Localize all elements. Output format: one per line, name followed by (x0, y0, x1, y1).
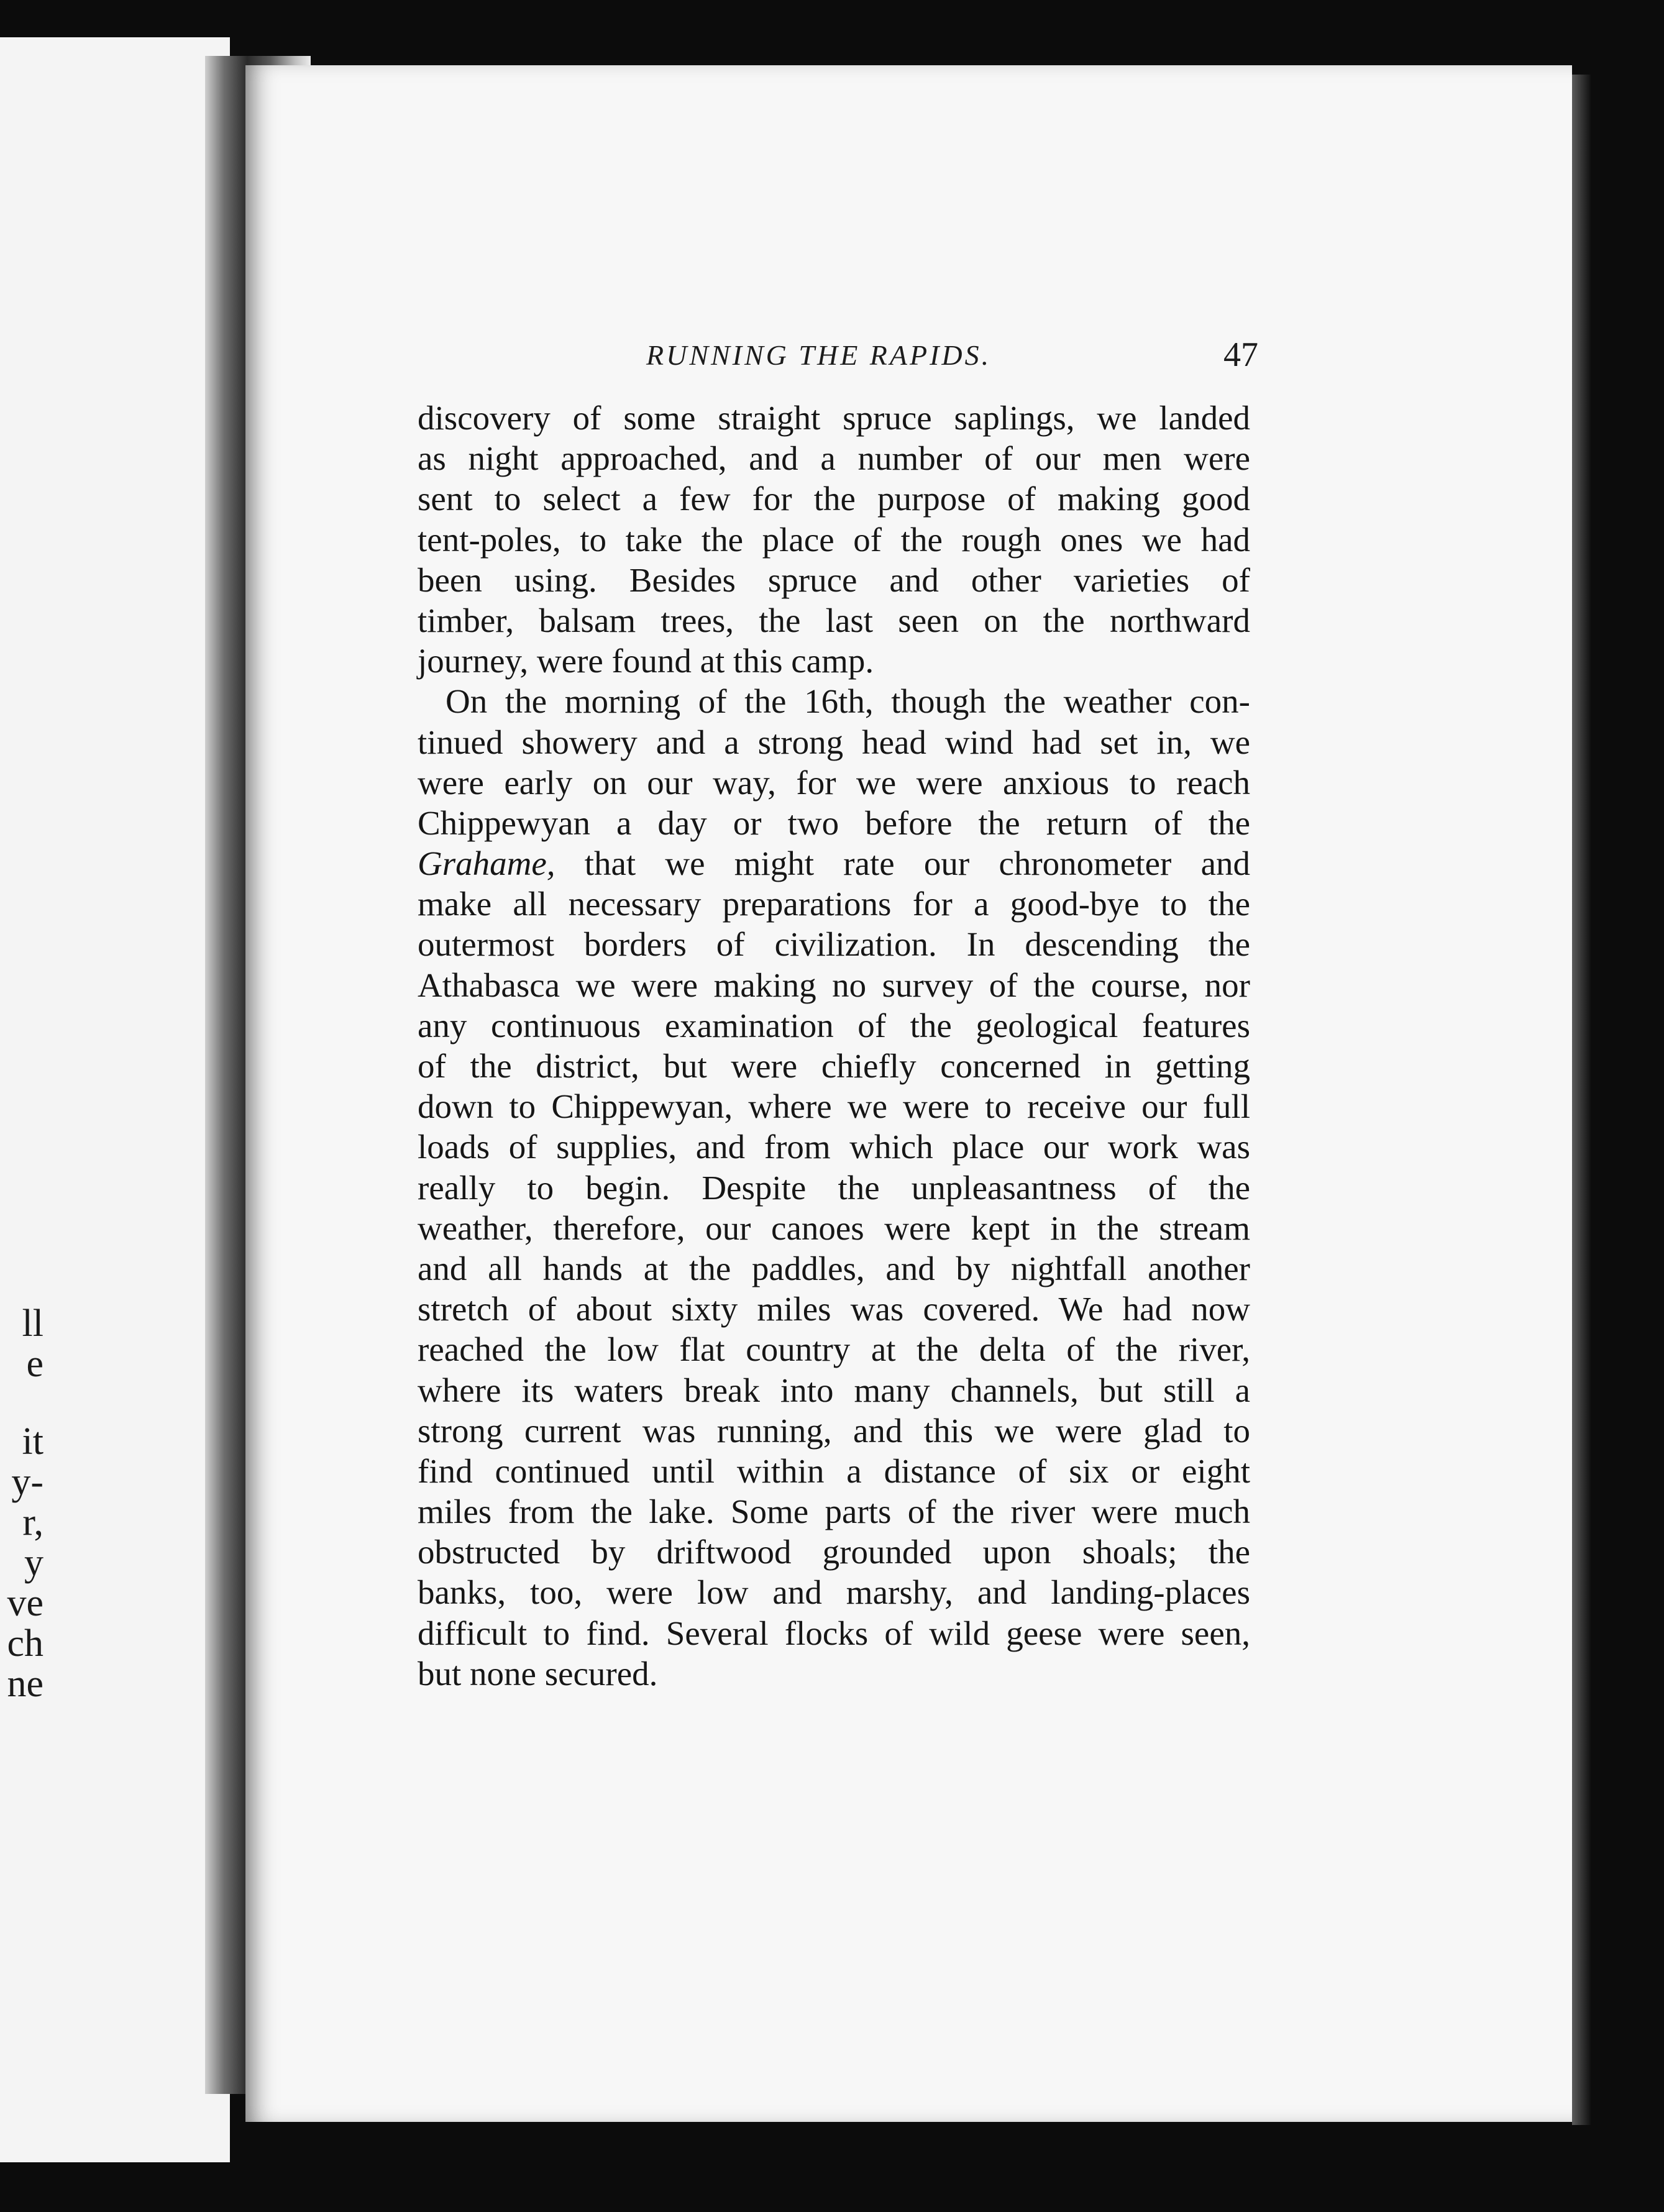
page-header (646, 336, 1258, 388)
facing-page-text-fragment: ne (7, 1663, 43, 1705)
ship-name: Grahame, (418, 844, 555, 883)
text-line: miles from the lake. Some parts of the river were much (418, 1492, 1250, 1531)
text-line: any continuous examination of the geological features (418, 1006, 1250, 1044)
page-edge (1572, 75, 1591, 2125)
running-head: RUNNING THE RAPIDS. (646, 339, 992, 371)
text-line: tinued showery and a strong head wind had set in, we (418, 723, 1250, 761)
text-line: difficult to find. Several flocks of wild geese were seen, (418, 1614, 1250, 1652)
text-line: strong current was running, and this we were glad to (418, 1411, 1250, 1450)
facing-page-text-fragment: r, (22, 1501, 43, 1543)
text-line: down to Chippewyan, where we were to receive our full (418, 1087, 1250, 1126)
text-line: discovery of some straight spruce saplings, we landed (418, 399, 1250, 437)
text-line: were early on our way, for we were anxious to reach (418, 763, 1250, 802)
page-number: 47 (1223, 336, 1258, 374)
text-line: find continued until within a distance of six or eight (418, 1451, 1250, 1490)
facing-page-text-fragment: it (22, 1420, 43, 1463)
facing-page-text-fragment: y (24, 1542, 43, 1584)
facing-page-text-fragment: e (26, 1343, 43, 1385)
text-line: obstructed by driftwood grounded upon shoals; the (418, 1533, 1250, 1571)
facing-page-text-fragment: y- (11, 1461, 43, 1503)
text-line: as night approached, and a number of our men were (418, 439, 1250, 478)
text-line: Athabasca we were making no survey of the course, nor (418, 966, 1250, 1004)
facing-page-text-fragment: ve (7, 1582, 43, 1624)
text-line: but none secured. (418, 1654, 658, 1693)
text-line: been using. Besides spruce and other varieties of (418, 560, 1250, 599)
text-line: loads of supplies, and from which place our work was (418, 1128, 1250, 1166)
text-line: outermost borders of civilization. In descending the (418, 925, 1250, 964)
text-line: and all hands at the paddles, and by nightfall another (418, 1249, 1250, 1287)
text-line: where its waters break into many channels, but still a (418, 1371, 1250, 1409)
text-line: weather, therefore, our canoes were kept in the stream (418, 1209, 1250, 1247)
text-line: really to begin. Despite the unpleasantness of the (418, 1168, 1250, 1207)
facing-page-text-fragment: ll (22, 1302, 43, 1345)
text-line-rest: that we might rate our chronometer and (555, 844, 1250, 883)
text-line: tent-poles, to take the place of the rough ones we had (418, 520, 1250, 559)
text-line: make all necessary preparations for a good-bye to the (418, 885, 1250, 923)
text-line: banks, too, were low and marshy, and landing-places (418, 1573, 1250, 1612)
text-line (418, 843, 1250, 884)
facing-page (0, 37, 230, 2162)
text-line: of the district, but were chiefly concerned in getting (418, 1047, 1250, 1085)
text-line: sent to select a few for the purpose of making good (418, 480, 1250, 518)
text-line: On the morning of the 16th, though the weather con- (446, 682, 1250, 721)
text-line: timber, balsam trees, the last seen on the northward (418, 601, 1250, 639)
text-line: stretch of about sixty miles was covered. We had now (418, 1290, 1250, 1328)
text-line: Chippewyan a day or two before the return of the (418, 803, 1250, 842)
text-line: journey, were found at this camp. (418, 642, 874, 680)
text-line: reached the low flat country at the delta of the river, (418, 1330, 1250, 1369)
body-text (418, 398, 1250, 1694)
facing-page-text-fragment: ch (7, 1622, 43, 1665)
